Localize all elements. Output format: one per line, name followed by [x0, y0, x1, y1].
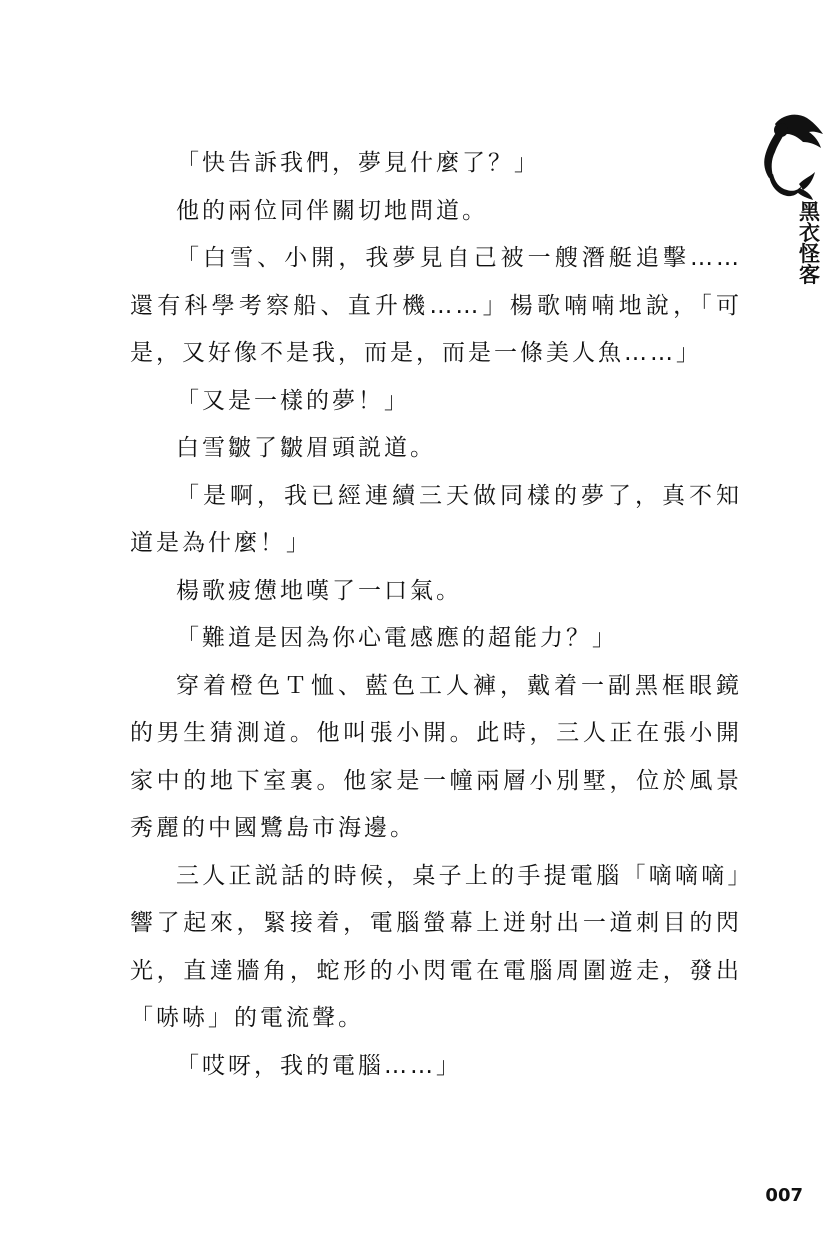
paragraph: 「哎呀，我的電腦……」 — [176, 1052, 462, 1079]
body-text — [130, 140, 742, 1090]
paragraph: 白雪皺了皺眉頭説道。 — [176, 435, 436, 461]
mermaid-silhouette-icon — [753, 110, 825, 202]
series-tab — [747, 110, 827, 300]
paragraph: 「又是一樣的夢！」 — [176, 387, 410, 414]
page-number: 007 — [765, 1185, 803, 1206]
paragraph: 「是啊，我已經連續三天做同樣的夢了，真不知道是為什麼！」 — [130, 482, 742, 556]
paragraph: 「白雪、小開，我夢見自己被一艘潛艇追擊……還有科學考察船、直升機……」楊歌喃喃地說，「可是，又好像不是我，而是，而是一條美人魚……」 — [130, 245, 742, 366]
paragraph: 「難道是因為你心電感應的超能力？」 — [176, 625, 618, 651]
paragraph: 三人正説話的時候，桌子上的手提電腦「嘀嘀嘀」響了起來，緊接着，電腦螢幕上迸射出一道刺目的閃光，直達牆角，蛇形的小閃電在電腦周圍遊走，發出「哧哧」的電流聲。 — [130, 862, 742, 1031]
paragraph: 穿着橙色Ｔ恤、藍色工人褲，戴着一副黑框眼鏡的男生猜測道。他叫張小開。此時，三人正在張小開家中的地下室裏。他家是一幢兩層小別墅，位於風景秀麗的中國鷺島市海邊。 — [130, 672, 742, 841]
paragraph: 楊歌疲憊地嘆了一口氣。 — [176, 577, 462, 604]
series-title: 黑衣怪客 — [799, 200, 820, 287]
paragraph: 他的兩位同伴關切地問道。 — [176, 197, 488, 224]
paragraph: 「快告訴我們，夢見什麼了？」 — [176, 150, 540, 176]
